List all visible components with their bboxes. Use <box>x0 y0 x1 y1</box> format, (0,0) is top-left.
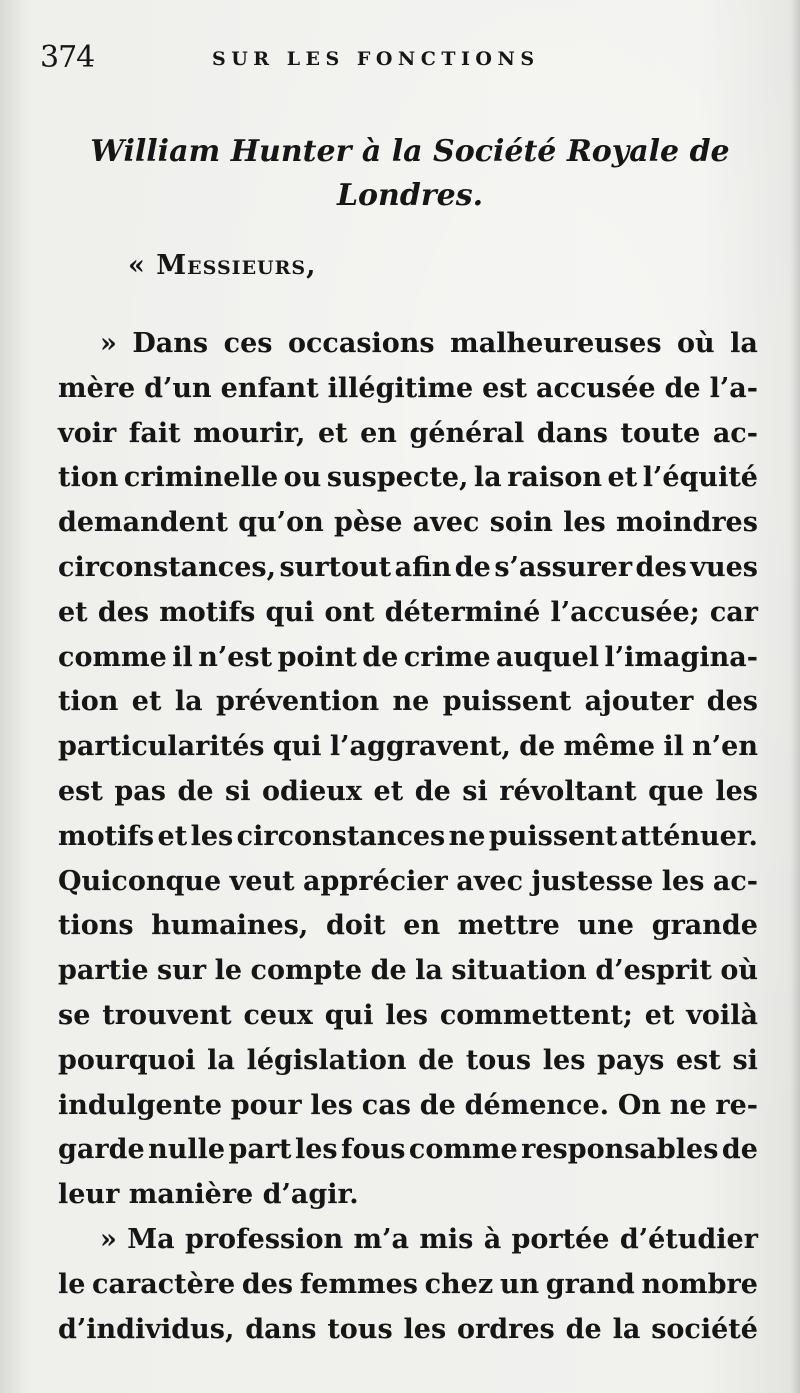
text-line: circonstances, surtout afin de s’assurer des vues <box>58 551 758 583</box>
text-line: tions humaines, doit en mettre une grande <box>58 910 758 942</box>
heading-line-1: William Hunter à la Société Royale de <box>90 134 730 169</box>
text-line: » Ma profession m’a mis à portée d’étudier <box>100 1223 758 1255</box>
text-line: est pas de si odieux et de si révoltant que les <box>58 775 758 807</box>
text-line: tion criminelle ou suspecte, la raison et l’équité <box>58 462 758 494</box>
section-heading <box>60 130 760 218</box>
text-line: » Dans ces occasions malheureuses où la <box>100 328 758 359</box>
running-head: SUR LES FONCTIONS <box>212 48 540 70</box>
page-number: 374 <box>40 40 95 75</box>
body-text <box>58 322 758 1352</box>
salutation <box>128 250 317 281</box>
text-line: se trouvent ceux qui les commettent; et voilà <box>58 999 758 1031</box>
text-line: le caractère des femmes chez un grand nombre <box>58 1268 758 1300</box>
text-line: particularités qui l’aggravent, de même il n’en <box>58 731 758 763</box>
text-line: d’individus, dans tous les ordres de la société <box>58 1313 758 1345</box>
text-line: et des motifs qui ont déterminé l’accusée; car <box>58 596 758 628</box>
salutation-open-quote: « <box>128 250 146 281</box>
text-line: partie sur le compte de la situation d’esprit où <box>58 955 758 987</box>
heading-line-2: Londres. <box>336 178 484 213</box>
text-line: mère d’un enfant illégitime est accusée de l’a- <box>58 372 758 404</box>
text-line: tion et la prévention ne puissent ajouter des <box>58 686 758 718</box>
salutation-word: Messieurs <box>156 250 307 281</box>
text-line: pourquoi la législation de tous les pays est si <box>58 1044 758 1076</box>
salutation-comma: , <box>306 250 317 281</box>
text-line: motifs et les circonstances ne puissent atténuer. <box>58 820 758 852</box>
text-line: Quiconque veut apprécier avec justesse les ac- <box>58 865 758 897</box>
text-line: garde nulle part les fous comme responsables de <box>58 1134 758 1166</box>
text-line: leur manière d’agir. <box>58 1179 359 1211</box>
page-edge-shadow <box>790 0 800 1393</box>
text-line: comme il n’est point de crime auquel l’imagina- <box>58 641 758 673</box>
text-line: indulgente pour les cas de démence. On ne re- <box>58 1089 758 1121</box>
text-line: demandent qu’on pèse avec soin les moindres <box>58 507 758 539</box>
text-line: voir fait mourir, et en général dans toute ac- <box>58 417 758 449</box>
